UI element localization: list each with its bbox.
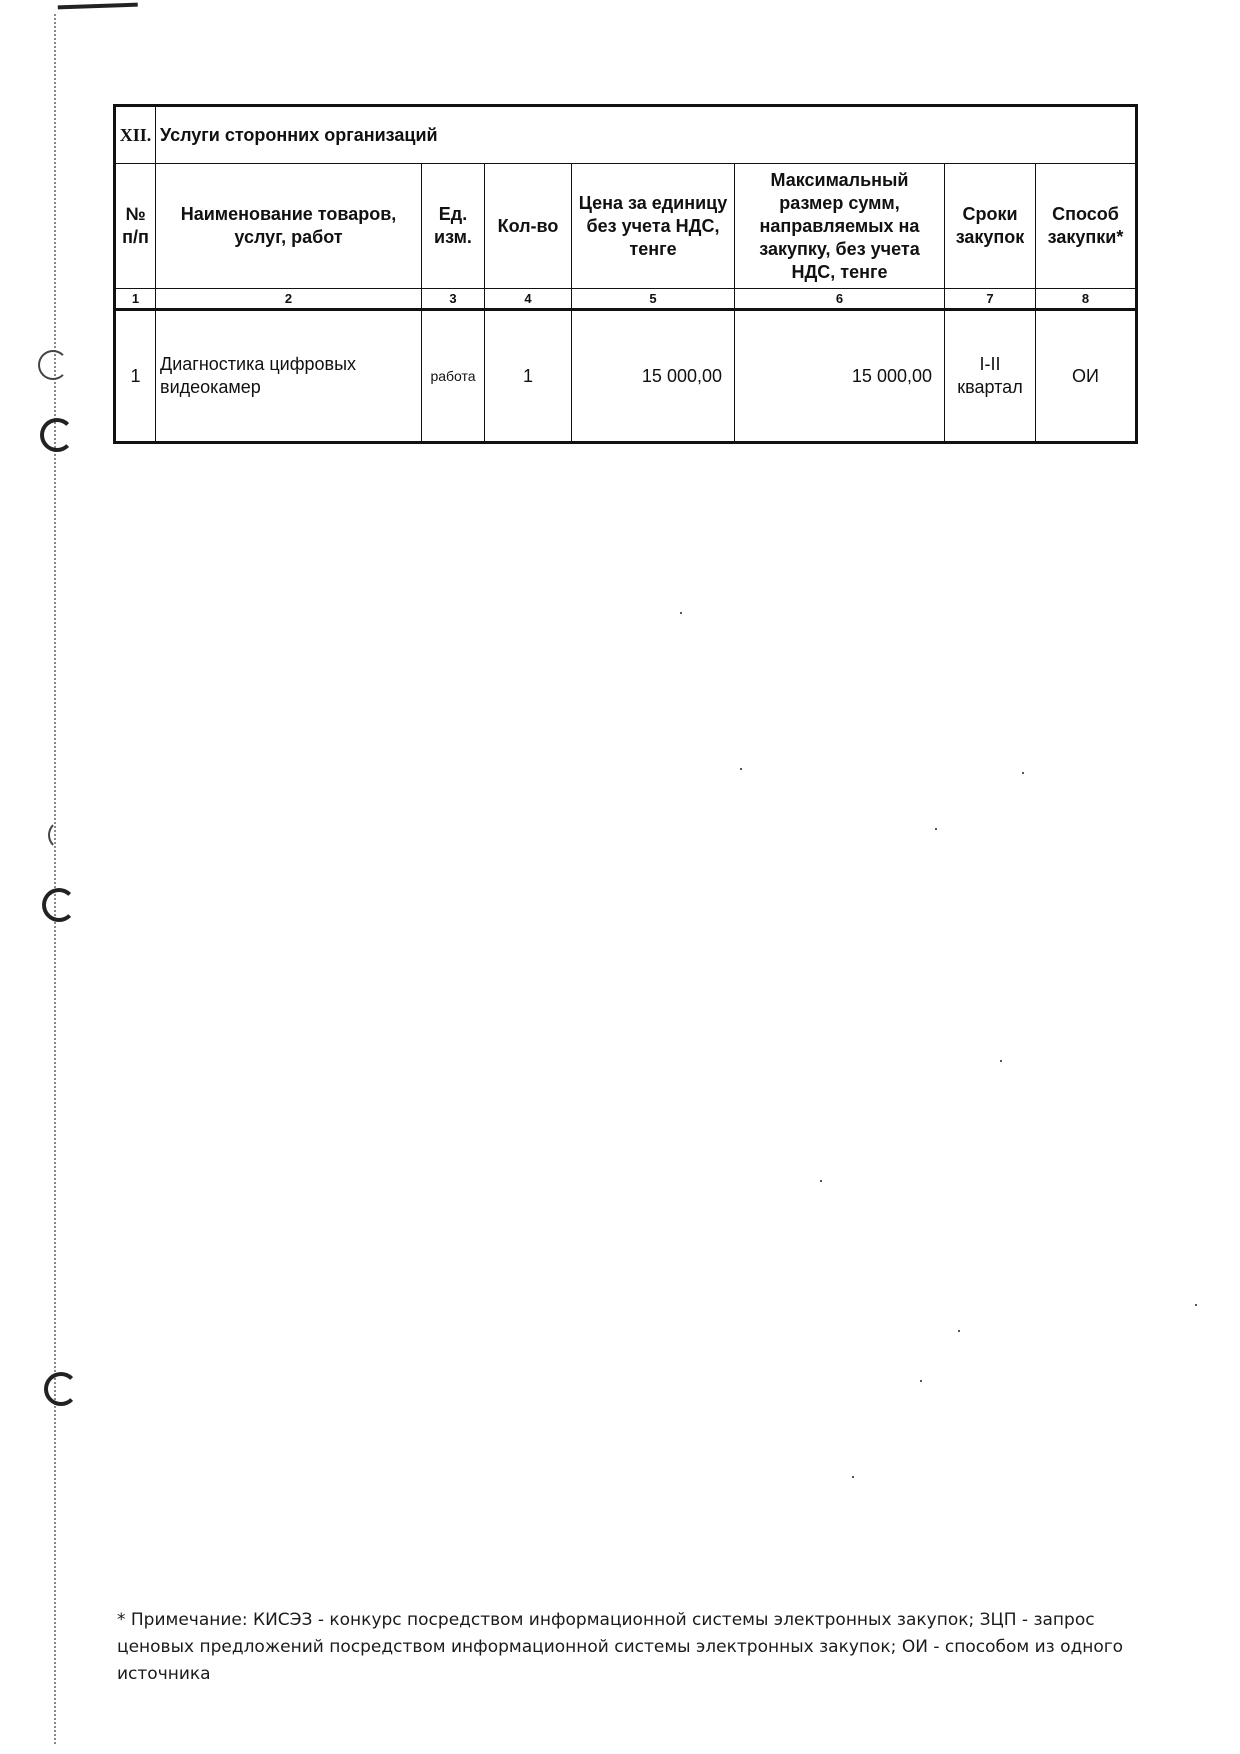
header-row-number: № п/п [115,164,156,289]
scan-speck [935,828,937,830]
section-header-row [115,106,1137,164]
scan-edge-line [54,14,56,1744]
item-period [945,310,1036,443]
header-period: Сроки закупок [945,164,1036,289]
footnote: * Примечание: КИСЭЗ - конкурс посредством информационной системы электронных закупок; ЗЦП - запрос ценовых предложений посредством информационной системы электронных закупок; ОИ - способом из одного источника [117,1610,1124,1684]
item-unit: работа [422,310,485,443]
scan-speck [852,1476,854,1478]
row-number: 1 [115,310,156,443]
scan-speck [680,612,682,614]
header-method: Способ закупки* [1036,164,1137,289]
item-unit-price: 15 000,00 [572,310,735,443]
column-number: 7 [945,289,1036,310]
scan-speck [920,1380,922,1382]
table-row [115,310,1137,443]
punch-hole-mark [48,820,78,850]
punch-hole-mark [44,1372,78,1406]
item-method: ОИ [1036,310,1137,443]
column-number: 2 [156,289,422,310]
procurement-table [113,104,1138,444]
section-number: XII. [115,106,156,164]
column-number: 4 [485,289,572,310]
header-unit: Ед. изм. [422,164,485,289]
scan-speck [1195,1304,1197,1306]
column-number: 6 [735,289,945,310]
item-name: Диагностика цифровых видеокамер [156,310,422,443]
scan-corner-mark [58,3,139,24]
header-unit-price: Цена за единицу без учета НДС, тенге [572,164,735,289]
header-max-amount: Максимальный размер сумм, направляемых на закупку, без учета НДС, тенге [735,164,945,289]
punch-hole-mark [38,350,68,380]
scan-speck [1022,772,1024,774]
scan-speck [740,768,742,770]
column-header-row [115,164,1137,289]
item-max-amount: 15 000,00 [735,310,945,443]
column-number-row [115,289,1137,310]
section-title: Услуги сторонних организаций [156,106,1137,164]
column-number: 8 [1036,289,1137,310]
column-number: 5 [572,289,735,310]
header-item-name: Наименование товаров, услуг, работ [156,164,422,289]
punch-hole-mark [40,418,74,452]
scan-speck [1000,1060,1002,1062]
item-quantity: 1 [485,310,572,443]
scan-speck [820,1180,822,1182]
column-number: 1 [115,289,156,310]
scan-speck [958,1330,960,1332]
item-period-label: квартал [957,377,1023,397]
punch-hole-mark [42,888,76,922]
header-quantity: Кол-во [485,164,572,289]
column-number: 3 [422,289,485,310]
item-period-quarters: I-II [979,354,1001,374]
